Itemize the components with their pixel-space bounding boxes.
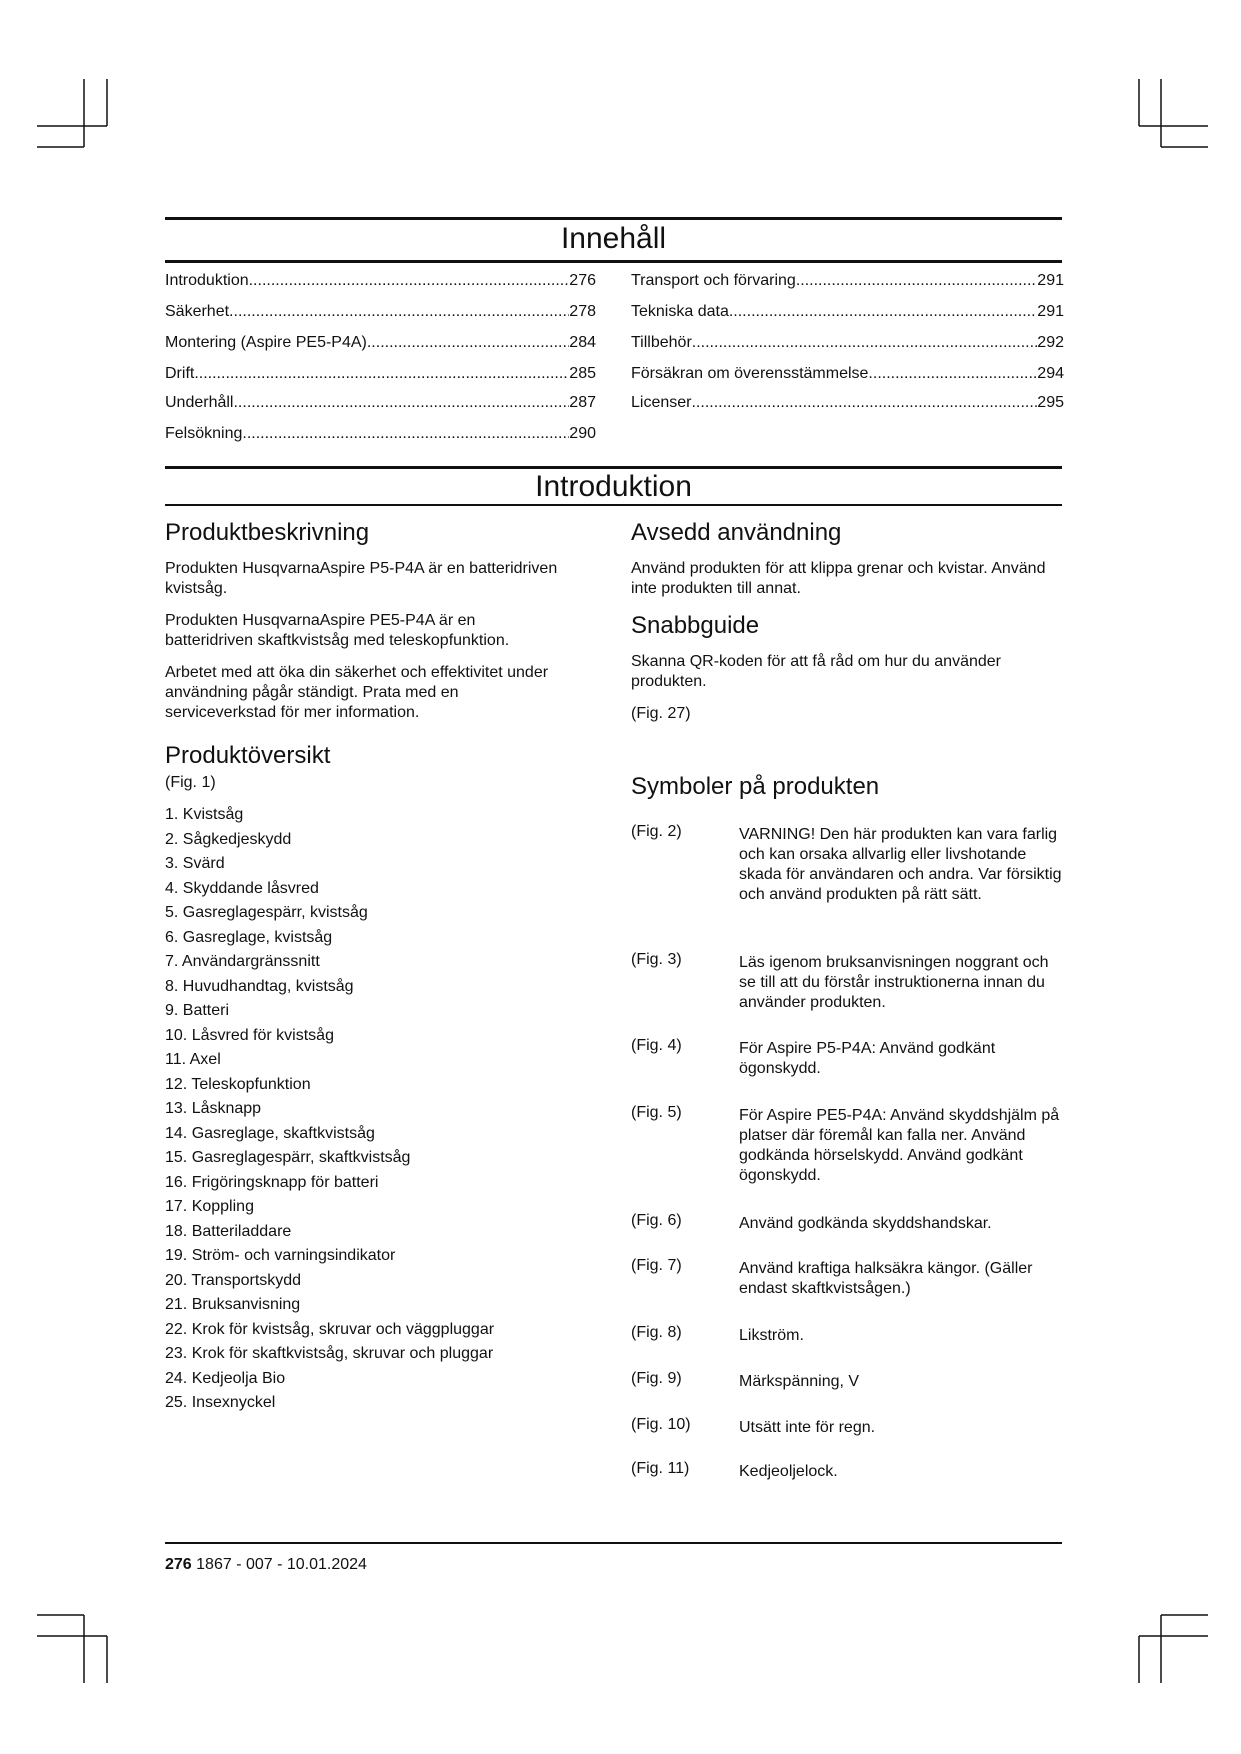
toc-leader — [194, 365, 569, 383]
paragraph: Produkten HusqvarnaAspire P5-P4A är en batteridriven kvistsåg. — [165, 560, 558, 597]
toc-leader — [249, 272, 570, 290]
symbol-figure-ref: (Fig. 3) — [631, 951, 682, 968]
toc-entry-page: 287 — [569, 394, 596, 411]
symbol-figure-ref: (Fig. 2) — [631, 823, 682, 840]
toc-entry[interactable] — [165, 272, 596, 290]
footer-page-number: 276 — [165, 1556, 192, 1573]
toc-top-rule — [165, 217, 1062, 220]
list-item: 25. Insexnyckel — [165, 1394, 276, 1411]
footer-doc-info: 1867 - 007 - 10.01.2024 — [191, 1556, 367, 1573]
toc-entry-page: 294 — [1037, 365, 1064, 382]
list-item: 20. Transportskydd — [165, 1271, 302, 1289]
list-item: 14. Gasreglage, skaftkvistsåg — [165, 1124, 375, 1142]
toc-entry[interactable] — [631, 303, 1064, 321]
list-item: 3. Svärd — [165, 855, 225, 872]
toc-leader — [796, 272, 1037, 290]
snabbguide-heading: Snabbguide — [631, 612, 760, 639]
symbol-figure-ref: (Fig. 11) — [631, 1460, 690, 1477]
toc-title: Innehåll — [560, 222, 667, 255]
footer — [165, 1556, 367, 1574]
section-bottom-rule — [165, 504, 1062, 506]
list-item: 2. Sågkedjeskydd — [165, 830, 292, 848]
toc-entry-page: 278 — [569, 303, 596, 320]
toc-entry[interactable] — [631, 272, 1064, 290]
list-item: 9. Batteri — [165, 1002, 230, 1019]
symbol-description: Använd kraftiga halksäkra kängor. (Gäller endast skaftkvistsågen.) — [739, 1260, 1033, 1297]
toc-entry-label: Introduktion — [165, 272, 249, 289]
list-item: 24. Kedjeolja Bio — [165, 1369, 286, 1387]
toc-entry-label: Försäkran om överensstämmelse — [631, 365, 869, 382]
symbol-description: Utsätt inte för regn. — [739, 1419, 876, 1436]
toc-leader — [868, 365, 1037, 383]
toc-entry-page: 291 — [1037, 272, 1064, 289]
toc-leader — [242, 425, 569, 443]
toc-entry-label: Felsökning — [165, 425, 243, 442]
symbol-description: Kedjeoljelock. — [739, 1463, 838, 1480]
list-item: 18. Batteriladdare — [165, 1222, 292, 1240]
paragraph: Arbetet med att öka din säkerhet och effektivitet under användning pågår ständigt. Prata med en serviceverkstad för mer information. — [165, 664, 549, 721]
symbol-description: Likström. — [739, 1327, 804, 1344]
toc-entry-page: 291 — [1037, 303, 1064, 320]
paragraph: Produkten HusqvarnaAspire PE5-P4A är en batteridriven skaftkvistsåg med teleskopfunktion. — [165, 612, 510, 649]
symbol-figure-ref: (Fig. 10) — [631, 1416, 691, 1433]
toc-entry[interactable] — [165, 365, 596, 383]
paragraph: Använd produkten för att klippa grenar och kvistar. Använd inte produkten till annat. — [631, 560, 1046, 597]
list-item: 16. Frigöringsknapp för batteri — [165, 1173, 379, 1191]
toc-leader — [229, 303, 569, 321]
toc-entry-page: 290 — [569, 425, 596, 442]
symbol-description: För Aspire PE5-P4A: Använd skyddshjälm på platser där föremål kan falla ner. Använd godkända hörselskydd. Använd godkänt ögonskydd. — [739, 1107, 1060, 1184]
toc-entry[interactable] — [165, 394, 596, 412]
toc-entry-page: 295 — [1037, 394, 1064, 411]
symbol-figure-ref: (Fig. 7) — [631, 1257, 682, 1274]
toc-entry-label: Tekniska data — [631, 303, 729, 320]
toc-leader — [692, 334, 1038, 352]
section-top-rule — [165, 466, 1062, 469]
section-title: Introduktion — [535, 470, 692, 503]
paragraph: Skanna QR-koden för att få råd om hur du använder produkten. — [631, 653, 1001, 690]
list-item: 22. Krok för kvistsåg, skruvar och väggpluggar — [165, 1320, 495, 1338]
symbol-description: VARNING! Den här produkten kan vara farlig och kan orsaka allvarlig eller livshotande skada för användaren och andra. Var försiktig och använd produkten på rätt sätt. — [739, 826, 1062, 903]
list-item: 6. Gasreglage, kvistsåg — [165, 928, 333, 946]
toc-leader — [691, 394, 1037, 412]
symbol-figure-ref: (Fig. 6) — [631, 1212, 682, 1229]
toc-entry-label: Tillbehör — [631, 334, 692, 351]
symbol-figure-ref: (Fig. 8) — [631, 1324, 682, 1341]
symbol-figure-ref: (Fig. 9) — [631, 1370, 682, 1387]
list-item: 23. Krok för skaftkvistsåg, skruvar och pluggar — [165, 1345, 494, 1362]
symbol-description: Använd godkända skyddshandskar. — [739, 1215, 992, 1232]
toc-entry-label: Underhåll — [165, 394, 234, 411]
toc-entry[interactable] — [165, 334, 596, 352]
figure-ref: (Fig. 27) — [631, 705, 691, 722]
symbol-figure-ref: (Fig. 4) — [631, 1037, 682, 1054]
toc-entry-page: 276 — [569, 272, 596, 289]
list-item: 1. Kvistsåg — [165, 806, 244, 823]
list-item: 17. Koppling — [165, 1198, 254, 1215]
toc-entry-page: 284 — [569, 334, 596, 351]
list-item: 8. Huvudhandtag, kvistsåg — [165, 977, 354, 995]
list-item: 7. Användargränssnitt — [165, 953, 320, 970]
figure-ref: (Fig. 1) — [165, 774, 216, 791]
toc-entry[interactable] — [631, 334, 1064, 352]
symboler-heading: Symboler på produkten — [631, 773, 880, 800]
avsedd-heading: Avsedd användning — [631, 519, 842, 546]
symbol-description: Läs igenom bruksanvisningen noggrant och se till att du förstår instruktionerna innan du använder produkten. — [739, 954, 1049, 1011]
toc-bottom-rule — [165, 260, 1062, 263]
toc-entry[interactable] — [165, 303, 596, 321]
list-item: 21. Bruksanvisning — [165, 1296, 301, 1313]
toc-entry-page: 292 — [1037, 334, 1064, 351]
list-item: 4. Skyddande låsvred — [165, 879, 319, 897]
list-item: 11. Axel — [165, 1051, 221, 1068]
list-item: 15. Gasreglagespärr, skaftkvistsåg — [165, 1149, 411, 1166]
symbol-description: Märkspänning, V — [739, 1373, 860, 1390]
list-item: 5. Gasreglagespärr, kvistsåg — [165, 904, 368, 921]
footer-rule — [165, 1542, 1062, 1544]
toc-entry-label: Transport och förvaring — [631, 272, 796, 289]
toc-leader — [729, 303, 1037, 321]
toc-entry-label: Licenser — [631, 394, 692, 411]
toc-leader — [233, 394, 569, 412]
produktoversikt-heading: Produktöversikt — [165, 742, 331, 769]
toc-entry[interactable] — [631, 365, 1064, 383]
toc-entry[interactable] — [631, 394, 1064, 412]
toc-leader — [367, 334, 569, 352]
toc-entry-page: 285 — [569, 365, 596, 382]
list-item: 10. Låsvred för kvistsåg — [165, 1026, 334, 1044]
toc-entry-label: Drift — [165, 365, 195, 382]
produktbeskrivning-heading: Produktbeskrivning — [165, 519, 370, 546]
list-item: 12. Teleskopfunktion — [165, 1075, 311, 1093]
symbol-description: För Aspire P5-P4A: Använd godkänt ögonskydd. — [739, 1040, 996, 1077]
list-item: 19. Ström- och varningsindikator — [165, 1247, 396, 1264]
toc-entry[interactable] — [165, 425, 596, 443]
list-item: 13. Låsknapp — [165, 1100, 262, 1117]
toc-entry-label: Säkerhet — [165, 303, 230, 320]
symbol-figure-ref: (Fig. 5) — [631, 1104, 682, 1121]
toc-entry-label: Montering (Aspire PE5-P4A) — [165, 334, 367, 351]
